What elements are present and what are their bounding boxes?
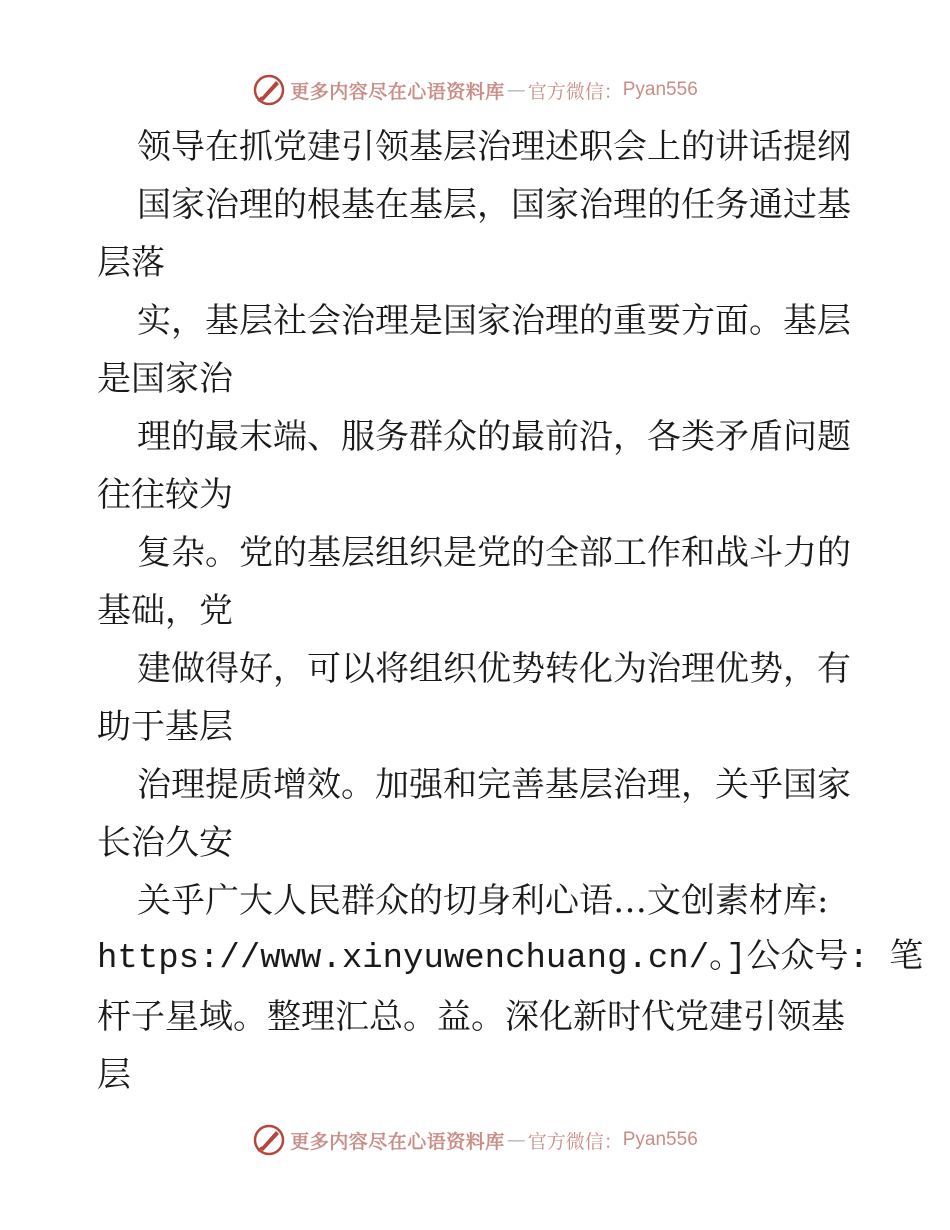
text-line: 国家治理的根基在基层，国家治理的任务通过基 xyxy=(137,185,851,225)
text-line: 理的最末端、服务群众的最前沿，各类矛盾问题 xyxy=(137,417,851,457)
banner-text: 更多内容尽在心语资料库 xyxy=(290,80,505,103)
text-line: 往往较为 xyxy=(97,475,233,515)
url-line: https://www.xinyuwenchuang.cn/。]公众号: 笔 xyxy=(97,940,924,978)
quill-logo-icon xyxy=(252,1123,286,1157)
text-line: 杆子星域。整理汇总。益。深化新时代党建引领基 xyxy=(97,997,845,1037)
document-body xyxy=(97,118,924,1104)
banner-wechat-label: 官方微信： xyxy=(527,1130,623,1153)
text-line: 层 xyxy=(97,1055,131,1095)
header-banner xyxy=(0,70,950,110)
document-title: 领导在抓党建引领基层治理述职会上的讲话提纲 xyxy=(137,127,851,167)
text-line: 关乎广大人民群众的切身利心语…文创素材库: xyxy=(137,881,829,921)
banner-wechat-label: 官方微信： xyxy=(527,80,623,103)
text-line: 助于基层 xyxy=(97,707,233,747)
text-line: 是国家治 xyxy=(97,359,233,399)
quill-logo-icon xyxy=(252,73,286,107)
text-line: 治理提质增效。加强和完善基层治理，关乎国家 xyxy=(137,765,851,805)
banner-dash: — xyxy=(506,79,526,101)
text-line: 实，基层社会治理是国家治理的重要方面。基层 xyxy=(137,301,851,341)
banner-handle: Pyan556 xyxy=(622,79,698,100)
banner-dash: — xyxy=(506,1129,526,1151)
text-line: 基础，党 xyxy=(97,591,233,631)
text-line: 复杂。党的基层组织是党的全部工作和战斗力的 xyxy=(137,533,851,573)
text-line: 建做得好，可以将组织优势转化为治理优势，有 xyxy=(137,649,851,689)
text-line: 层落 xyxy=(97,243,165,283)
text-line: 长治久安 xyxy=(97,823,233,863)
banner-handle: Pyan556 xyxy=(622,1129,698,1150)
footer-banner xyxy=(0,1120,950,1160)
banner-text: 更多内容尽在心语资料库 xyxy=(290,1130,505,1153)
